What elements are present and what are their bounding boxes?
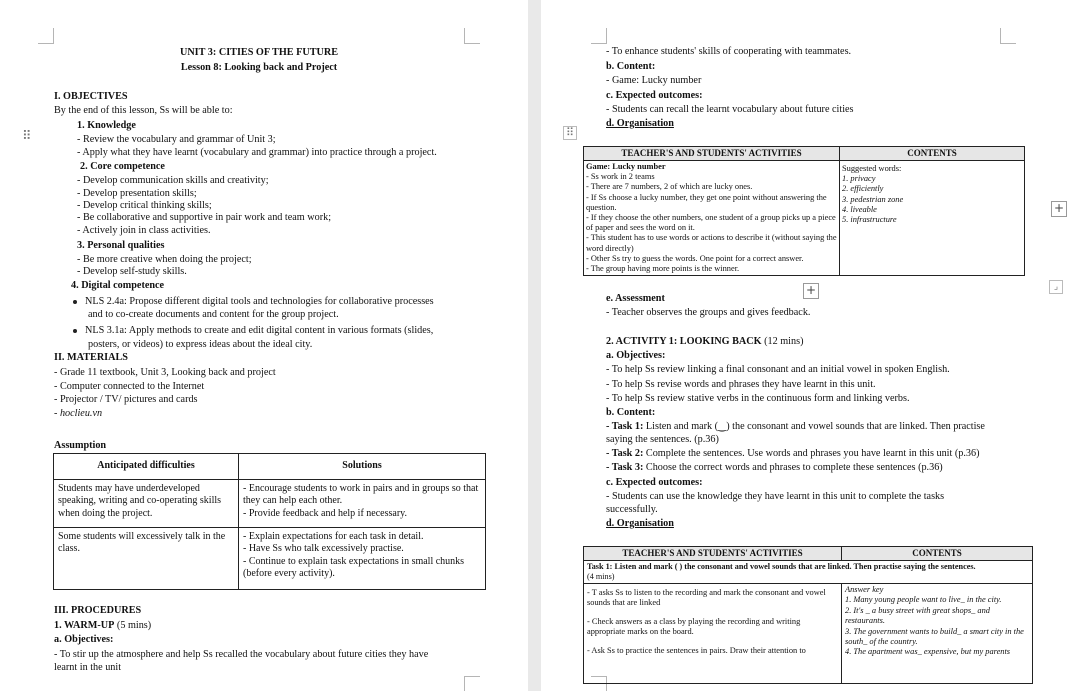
lesson-subtitle: Lesson 8: Looking back and Project: [180, 62, 338, 73]
outcomes-line: - Students can recall the learnt vocabulary about future cities: [606, 104, 854, 115]
document-page-right[interactable]: [541, 0, 1068, 691]
step-line: - This student has to use words or actions to describe it (without saying the word directly): [586, 233, 837, 253]
assessment-heading: e. Assessment: [606, 293, 665, 304]
task2-line: [606, 447, 979, 460]
document-page-left[interactable]: [0, 0, 528, 691]
answer-line: 2. It's _ a busy street with great shops_ and restaurants.: [845, 605, 990, 626]
objectives-heading: I. OBJECTIVES: [54, 91, 128, 102]
answer-line: 4. The apartment was_ expensive, but my parents: [845, 647, 1011, 657]
table-row: [54, 480, 486, 528]
activity-line: - Ask Ss to practice the sentences in pairs. Draw their attention to: [587, 645, 806, 655]
core-item: - Be collaborative and supportive in pair work and team work;: [77, 212, 332, 223]
table-move-handle-icon[interactable]: ⠿: [563, 126, 577, 140]
skills-line: - To enhance students' skills of cooperating with teammates.: [606, 46, 852, 57]
activity-line: - Check answers as a class by playing the recording and writing appropriate marks on the board.: [587, 616, 801, 637]
content-line: - Game: Lucky number: [606, 75, 702, 86]
assessment-line: - Teacher observes the groups and gives feedback.: [606, 307, 811, 318]
nls-1-line-2: and to co-create documents and content for the group project.: [88, 309, 339, 320]
task3-line: [606, 461, 943, 474]
warmup-objective-line-1: - To stir up the atmosphere and help Ss recalled the vocabulary about future cities they have: [54, 649, 429, 660]
crop-mark-bottom-right: [464, 676, 480, 691]
task1-text: Listen and mark (‿) the consonant and vowel sounds that are linked. Then practise: [645, 421, 985, 432]
answer-line: 3. The government wants to build_ a smart city in the south_ of the country.: [845, 626, 1024, 647]
activity1-outcomes-heading: c. Expected outcomes:: [606, 477, 703, 488]
personal-item: - Develop self-study skills.: [77, 266, 187, 277]
suggested-word: 4. liveable: [842, 204, 877, 214]
task1-row-time: (4 mins): [587, 572, 615, 581]
digital-competence-heading: 4. Digital competence: [71, 280, 165, 291]
activity1-objectives-heading: a. Objectives:: [606, 350, 666, 361]
activity1-table[interactable]: [583, 546, 1033, 684]
nls-2-line-1: NLS 3.1a: Apply methods to create and edit digital content in various formats (slides,: [85, 325, 434, 336]
suggested-word: 2. efficiently: [842, 184, 884, 194]
bullet-icon: [73, 329, 77, 333]
personal-qualities-heading: 3. Personal qualities: [77, 240, 165, 251]
table-header-difficulties: Anticipated difficulties: [54, 454, 239, 480]
drag-handle-icon[interactable]: ⠿: [22, 129, 32, 144]
activity1-objective: - To help Ss revise words and phrases they have learnt in this unit.: [606, 379, 876, 390]
core-item: - Actively join in class activities.: [77, 225, 211, 236]
activity1-organisation-heading: [606, 517, 674, 530]
step-line: - There are 7 numbers, 2 of which are lucky ones.: [586, 182, 753, 192]
activity1-outcomes-line-2: successfully.: [606, 504, 658, 515]
add-column-button[interactable]: +: [1051, 201, 1067, 217]
activity1-objective: - To help Ss review linking a final consonant and an initial vowel in spoken English.: [606, 364, 950, 375]
table-row: [584, 161, 1025, 276]
materials-item: - Computer connected to the Internet: [54, 381, 205, 392]
activities-cell: [584, 584, 842, 684]
solution-line: - Encourage students to work in pairs and in groups so that they can help each other.: [243, 483, 479, 507]
page-gutter: [528, 0, 541, 691]
materials-item: - Projector / TV/ pictures and cards: [54, 394, 198, 405]
table-resize-handle-icon[interactable]: ⌟: [1049, 280, 1063, 294]
step-line: - Other Ss try to guess the words. One point for a correct answer.: [586, 253, 804, 263]
task1-line-2: saying the sentences. (p.36): [606, 434, 719, 445]
warmup-activity-table[interactable]: [583, 146, 1025, 276]
table-row: [54, 528, 486, 590]
objectives-intro: By the end of this lesson, Ss will be able to:: [54, 105, 233, 116]
task1-line: [606, 420, 985, 433]
core-competence-heading: 2. Core competence: [80, 161, 165, 172]
core-item: - Develop communication skills and creativity;: [77, 175, 269, 186]
materials-item: - hoclieu.vn: [54, 408, 103, 419]
contents-cell: [842, 584, 1033, 684]
table-header-contents: CONTENTS: [840, 147, 1025, 161]
nls-bullet-2: [73, 324, 433, 337]
bullet-icon: [73, 300, 77, 304]
activity1-heading: 2. ACTIVITY 1: LOOKING BACK: [606, 336, 762, 347]
step-line: - If Ss choose a lucky number, they get one point without answering the question.: [586, 192, 827, 212]
activity1-time: (12 mins): [764, 336, 804, 347]
task1-row: [584, 561, 1033, 584]
solution-line: - Continue to explain task expectations in small chunks (before every activity).: [243, 555, 465, 580]
activities-cell: [584, 161, 840, 276]
knowledge-item: - Review the vocabulary and grammar of Unit 3;: [77, 134, 276, 145]
nls-bullet-1: [73, 295, 434, 308]
warmup-time: (5 mins): [116, 620, 152, 631]
table-cell-solutions: [239, 528, 486, 590]
task3-label: - Task 3:: [606, 462, 644, 473]
activity1-objective: - To help Ss review stative verbs in the continuous form and linking verbs.: [606, 393, 910, 404]
task1-label: - Task 1:: [606, 421, 644, 432]
solution-line: - Provide feedback and help if necessary.: [243, 507, 408, 519]
organisation-heading: [606, 117, 674, 130]
assumption-heading: Assumption: [54, 440, 107, 451]
assumption-table[interactable]: [53, 453, 486, 590]
warmup-heading-line: [54, 619, 151, 632]
core-item: - Develop critical thinking skills;: [77, 200, 212, 211]
knowledge-item: - Apply what they have learnt (vocabulary and grammar) into practice through a project.: [77, 147, 437, 158]
crop-mark-top-left: [591, 28, 607, 44]
table-row: [584, 561, 1033, 584]
materials-item: - Grade 11 textbook, Unit 3, Looking back and project: [54, 367, 276, 378]
crop-mark-top-right: [1000, 28, 1016, 44]
nls-1-line-1: NLS 2.4a: Propose different digital tools and technologies for collaborative processes: [85, 296, 434, 307]
game-title: Game: Lucky number: [586, 162, 666, 171]
table-cell-solutions: [239, 480, 486, 528]
personal-item: - Be more creative when doing the project;: [77, 254, 252, 265]
task2-label: - Task 2:: [606, 448, 644, 459]
table-header-contents: CONTENTS: [842, 547, 1033, 561]
contents-cell: [840, 161, 1025, 276]
materials-heading: II. MATERIALS: [54, 352, 128, 363]
nls-2-line-2: posters, or videos) to express ideas about the ideal city.: [88, 339, 313, 350]
task1-row-text: Task 1: Listen and mark ( ) the consonant and vowel sounds that are linked. Then practise saying the sentences.: [587, 562, 976, 571]
procedures-heading: III. PROCEDURES: [54, 605, 142, 616]
table-cell-difficulty: Some students will excessively talk in the class.: [54, 528, 239, 590]
step-line: - If they choose the other numbers, one student of a group picks up a piece of paper and sees the word on it.: [586, 213, 836, 233]
answer-key-label: Answer key: [845, 585, 884, 594]
add-row-button[interactable]: +: [803, 283, 819, 299]
content-heading: b. Content:: [606, 61, 656, 72]
activity1-content-heading: b. Content:: [606, 407, 656, 418]
task2-text: Complete the sentences. Use words and phrases you have learnt in this unit (p.36): [645, 448, 980, 459]
solution-line: - Explain expectations for each task in detail.: [243, 531, 424, 542]
step-line: - Ss work in 2 teams: [586, 172, 655, 182]
knowledge-heading: 1. Knowledge: [77, 120, 136, 131]
suggested-words-label: Suggested words:: [842, 164, 902, 173]
step-line: - The group having more points is the winner.: [586, 264, 740, 274]
answer-line: 1. Many young people want to live_ in the city.: [845, 595, 1002, 605]
suggested-word: 5. infrastructure: [842, 215, 897, 225]
organisation-heading-text: d. Organisation: [606, 118, 674, 129]
activity1-outcomes-line-1: - Students can use the knowledge they have learnt in this unit to complete the tasks: [606, 491, 945, 502]
table-cell-difficulty: Students may have underdeveloped speaking, writing and co-operating skills when doing the project.: [54, 480, 239, 528]
warmup-heading: 1. WARM-UP: [54, 620, 115, 631]
activity1-heading-line: [606, 335, 803, 348]
crop-mark-top-right: [464, 28, 480, 44]
activity-line: - T asks Ss to listen to the recording and mark the consonant and vowel sounds that are linked: [587, 588, 826, 608]
task3-text: Choose the correct words and phrases to complete these sentences (p.36): [645, 462, 943, 473]
warmup-objective-line-2: learnt in the unit: [54, 662, 122, 673]
suggested-word: 1. privacy: [842, 174, 876, 184]
outcomes-heading: c. Expected outcomes:: [606, 90, 703, 101]
crop-mark-top-left: [38, 28, 54, 44]
solution-line: - Have Ss who talk excessively practise.: [243, 543, 404, 555]
table-header-activities: TEACHER'S AND STUDENTS' ACTIVITIES: [584, 147, 840, 161]
unit-title: UNIT 3: CITIES OF THE FUTURE: [179, 47, 339, 58]
core-item: - Develop presentation skills;: [77, 188, 197, 199]
table-row: [584, 584, 1033, 684]
table-header-solutions: Solutions: [239, 454, 486, 480]
activity1-organisation-text: d. Organisation: [606, 518, 674, 529]
table-header-activities: TEACHER'S AND STUDENTS' ACTIVITIES: [584, 547, 842, 561]
warmup-objectives-heading: a. Objectives:: [54, 634, 114, 645]
suggested-word: 3. pedestrian zone: [842, 194, 904, 204]
